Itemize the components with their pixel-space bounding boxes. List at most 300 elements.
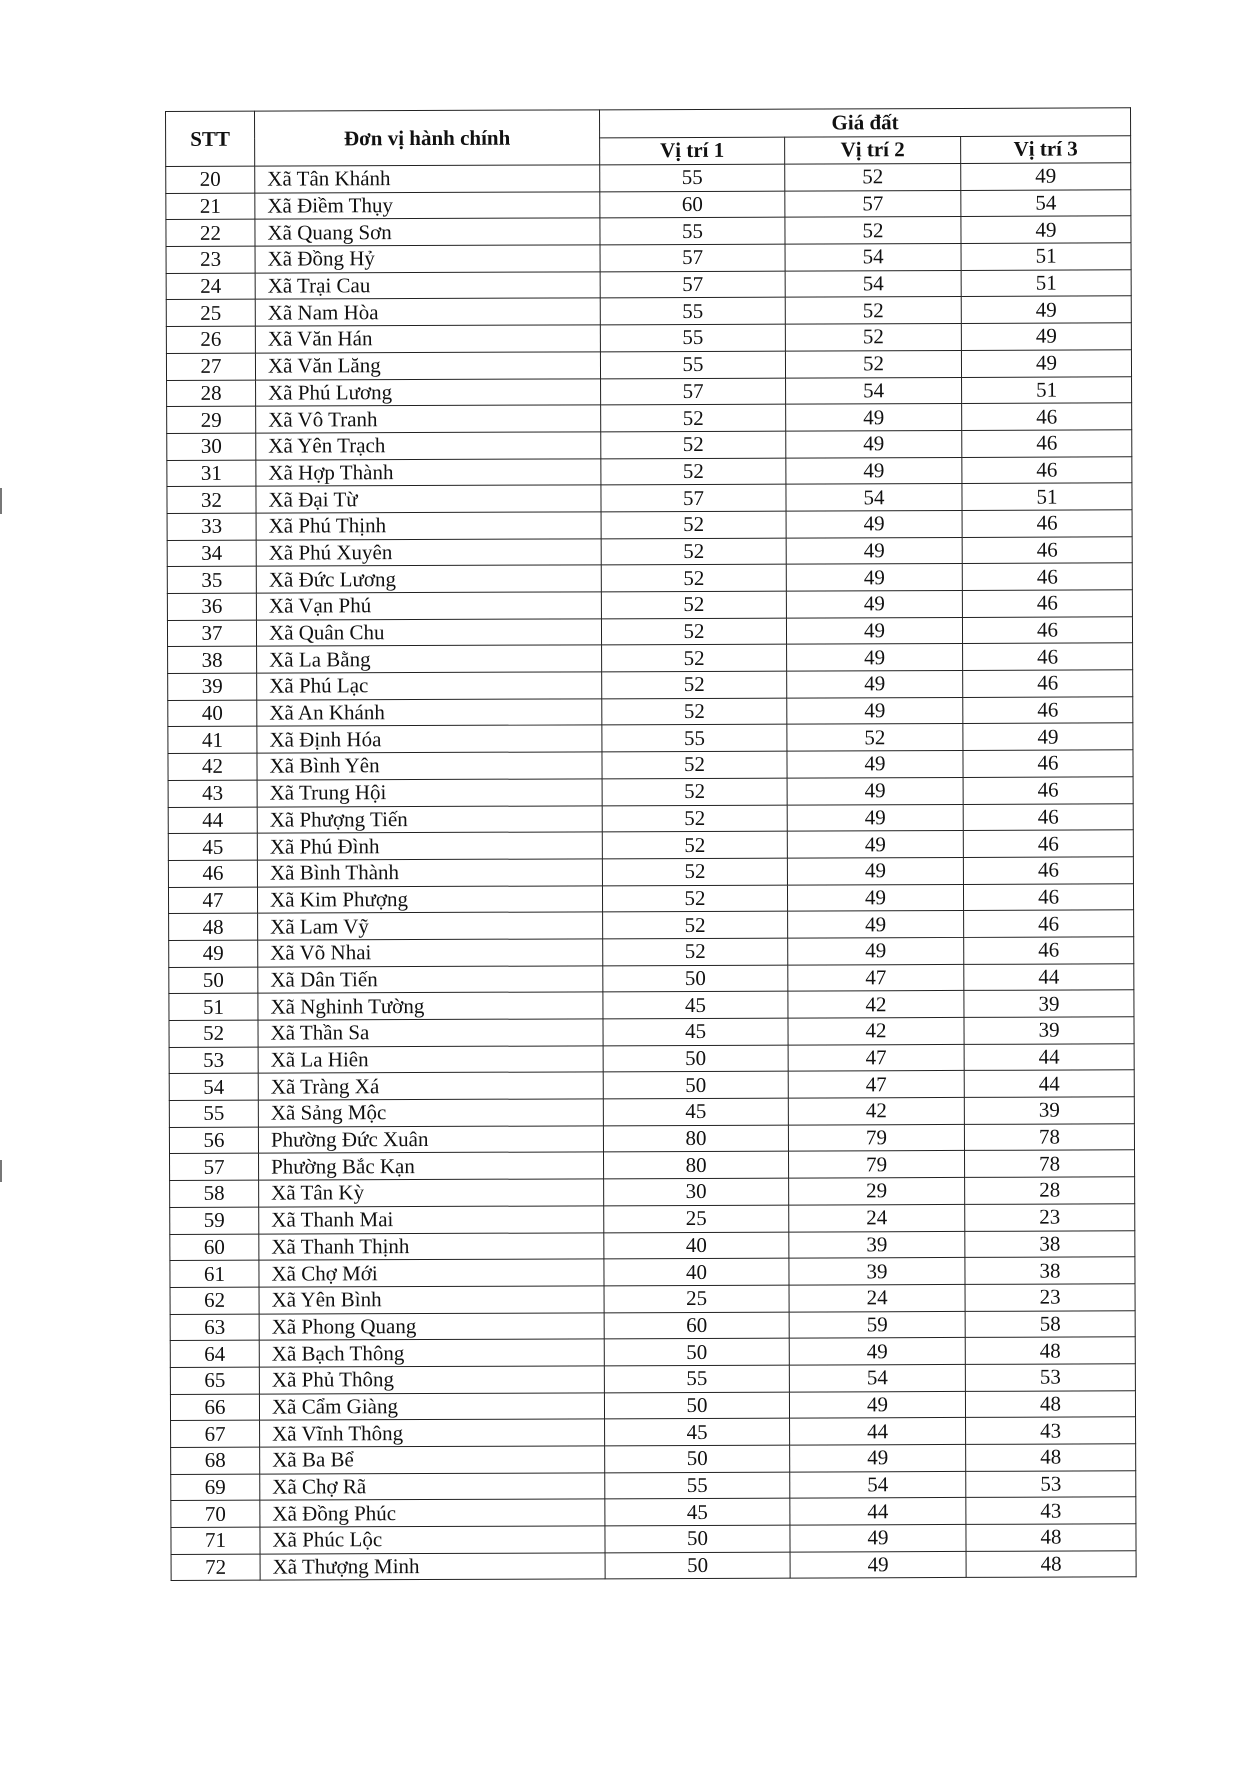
position-3-price-cell: 23 — [965, 1204, 1135, 1231]
table-row — [166, 350, 1131, 380]
position-3-price-cell: 46 — [964, 910, 1134, 937]
table-body — [166, 163, 1136, 1581]
table-row — [168, 857, 1133, 887]
position-2-price-cell: 52 — [785, 163, 961, 190]
position-3-price-cell: 46 — [963, 857, 1133, 884]
position-3-price-cell: 48 — [966, 1551, 1136, 1578]
table-row — [169, 910, 1134, 940]
position-3-price-cell: 53 — [965, 1364, 1135, 1391]
admin-unit-cell: Xã Nam Hòa — [255, 298, 600, 326]
table-row — [170, 1364, 1135, 1394]
stt-cell: 61 — [170, 1260, 259, 1287]
table-row — [168, 697, 1133, 727]
position-2-price-cell: 49 — [786, 564, 962, 591]
table-row — [170, 1310, 1135, 1340]
position-2-price-cell: 42 — [788, 991, 964, 1018]
position-1-price-cell: 55 — [600, 298, 785, 325]
position-1-price-cell: 45 — [603, 1018, 788, 1045]
position-1-price-cell: 30 — [604, 1178, 789, 1205]
table-row — [168, 670, 1133, 700]
position-3-price-cell: 49 — [963, 723, 1133, 750]
admin-unit-cell: Xã Điềm Thụy — [255, 192, 600, 220]
position-3-price-cell: 53 — [966, 1470, 1136, 1497]
table-row — [167, 403, 1132, 433]
header-row-top — [166, 108, 1131, 139]
position-1-price-cell: 52 — [601, 591, 786, 618]
position-2-price-cell: 54 — [790, 1471, 966, 1498]
table-row — [171, 1417, 1136, 1447]
admin-unit-cell: Xã Đồng Hỷ — [255, 245, 600, 273]
table-row — [168, 643, 1133, 673]
position-1-price-cell: 80 — [604, 1152, 789, 1179]
position-3-price-cell: 49 — [961, 163, 1131, 190]
position-1-price-cell: 52 — [602, 751, 787, 778]
admin-unit-cell: Xã Phượng Tiến — [257, 805, 602, 833]
position-3-price-cell: 46 — [963, 697, 1133, 724]
admin-unit-cell: Xã Thượng Minh — [260, 1553, 605, 1581]
position-3-price-cell: 46 — [962, 456, 1132, 483]
position-1-price-cell: 52 — [602, 858, 787, 885]
stt-cell: 21 — [166, 193, 255, 220]
stt-cell: 39 — [168, 673, 257, 700]
stt-cell: 68 — [171, 1447, 260, 1474]
table-row — [167, 590, 1132, 620]
stt-cell: 20 — [166, 166, 255, 193]
admin-unit-cell: Xã La Hiên — [258, 1046, 603, 1074]
table-row — [167, 430, 1132, 460]
position-3-price-cell: 46 — [963, 750, 1133, 777]
admin-unit-cell: Xã Bình Yên — [257, 752, 602, 780]
land-price-table — [165, 107, 1137, 1581]
position-1-price-cell: 50 — [603, 1071, 788, 1098]
header-admin-unit: Đơn vị hành chính — [255, 110, 600, 166]
scan-edge-mark-top — [0, 488, 2, 514]
table-row — [170, 1150, 1135, 1180]
position-1-price-cell: 50 — [605, 1552, 790, 1579]
stt-cell: 67 — [171, 1420, 260, 1447]
position-2-price-cell: 79 — [788, 1124, 964, 1151]
position-3-price-cell: 51 — [962, 483, 1132, 510]
admin-unit-cell: Xã Nghinh Tường — [258, 992, 603, 1020]
position-2-price-cell: 54 — [785, 270, 961, 297]
position-1-price-cell: 55 — [600, 217, 785, 244]
position-2-price-cell: 54 — [785, 244, 961, 271]
stt-cell: 33 — [167, 513, 256, 540]
position-1-price-cell: 55 — [600, 351, 785, 378]
stt-cell: 58 — [170, 1180, 259, 1207]
position-2-price-cell: 49 — [789, 1391, 965, 1418]
table-row — [167, 563, 1132, 593]
admin-unit-cell: Xã Hợp Thành — [256, 458, 601, 486]
position-2-price-cell: 49 — [788, 937, 964, 964]
header-land-price: Giá đất — [599, 108, 1130, 138]
position-1-price-cell: 55 — [600, 164, 785, 191]
table-row — [169, 1097, 1134, 1127]
admin-unit-cell: Xã Phú Lạc — [257, 672, 602, 700]
stt-cell: 47 — [168, 887, 257, 914]
position-2-price-cell: 49 — [786, 457, 962, 484]
stt-cell: 50 — [169, 967, 258, 994]
table-row — [168, 723, 1133, 753]
position-3-price-cell: 51 — [961, 270, 1131, 297]
position-2-price-cell: 52 — [785, 297, 961, 324]
stt-cell: 49 — [169, 940, 258, 967]
position-3-price-cell: 46 — [962, 403, 1132, 430]
position-3-price-cell: 23 — [965, 1284, 1135, 1311]
table-row — [167, 536, 1132, 566]
position-1-price-cell: 52 — [602, 831, 787, 858]
admin-unit-cell: Xã Trung Hội — [257, 779, 602, 807]
admin-unit-cell: Xã Bình Thành — [257, 859, 602, 887]
stt-cell: 31 — [167, 460, 256, 487]
position-3-price-cell: 46 — [963, 883, 1133, 910]
position-2-price-cell: 57 — [785, 190, 961, 217]
position-1-price-cell: 45 — [605, 1418, 790, 1445]
position-3-price-cell: 46 — [963, 643, 1133, 670]
position-1-price-cell: 52 — [602, 778, 787, 805]
position-3-price-cell: 46 — [963, 777, 1133, 804]
position-2-price-cell: 24 — [789, 1284, 965, 1311]
position-1-price-cell: 60 — [600, 191, 785, 218]
position-2-price-cell: 49 — [786, 510, 962, 537]
admin-unit-cell: Xã Dân Tiến — [258, 965, 603, 993]
position-2-price-cell: 49 — [787, 697, 963, 724]
position-1-price-cell: 25 — [604, 1285, 789, 1312]
table-header — [166, 108, 1131, 167]
position-1-price-cell: 50 — [604, 1392, 789, 1419]
table-row — [166, 216, 1131, 246]
stt-cell: 59 — [170, 1207, 259, 1234]
header-position-1: Vị trí 1 — [600, 137, 785, 165]
admin-unit-cell: Xã Thanh Mai — [259, 1206, 604, 1234]
position-3-price-cell: 46 — [962, 616, 1132, 643]
admin-unit-cell: Xã Lam Vỹ — [258, 912, 603, 940]
admin-unit-cell: Xã Tân Kỳ — [259, 1179, 604, 1207]
stt-cell: 30 — [167, 433, 256, 460]
position-2-price-cell: 49 — [787, 857, 963, 884]
position-1-price-cell: 45 — [603, 991, 788, 1018]
position-1-price-cell: 40 — [604, 1232, 789, 1259]
admin-unit-cell: Xã An Khánh — [257, 699, 602, 727]
admin-unit-cell: Xã Bạch Thông — [259, 1339, 604, 1367]
admin-unit-cell: Xã Thanh Thịnh — [259, 1232, 604, 1260]
position-1-price-cell: 52 — [603, 911, 788, 938]
position-2-price-cell: 39 — [789, 1258, 965, 1285]
position-3-price-cell: 49 — [961, 350, 1131, 377]
admin-unit-cell: Xã Định Hóa — [257, 725, 602, 753]
position-1-price-cell: 40 — [604, 1258, 789, 1285]
position-2-price-cell: 49 — [787, 671, 963, 698]
table-row — [168, 830, 1133, 860]
table-row — [171, 1470, 1136, 1500]
position-1-price-cell: 55 — [604, 1365, 789, 1392]
admin-unit-cell: Xã Tràng Xá — [258, 1072, 603, 1100]
position-1-price-cell: 52 — [602, 671, 787, 698]
admin-unit-cell: Xã Đồng Phúc — [260, 1499, 605, 1527]
position-2-price-cell: 52 — [785, 350, 961, 377]
table-row — [169, 1017, 1134, 1047]
position-3-price-cell: 46 — [963, 670, 1133, 697]
position-3-price-cell: 43 — [966, 1497, 1136, 1524]
position-3-price-cell: 48 — [966, 1524, 1136, 1551]
stt-cell: 69 — [171, 1474, 260, 1501]
table-row — [168, 777, 1133, 807]
position-1-price-cell: 52 — [602, 698, 787, 725]
stt-cell: 60 — [170, 1234, 259, 1261]
position-2-price-cell: 49 — [789, 1338, 965, 1365]
position-1-price-cell: 55 — [602, 725, 787, 752]
position-2-price-cell: 29 — [789, 1178, 965, 1205]
admin-unit-cell: Xã Chợ Mới — [259, 1259, 604, 1287]
position-1-price-cell: 50 — [604, 1338, 789, 1365]
position-2-price-cell: 44 — [790, 1498, 966, 1525]
admin-unit-cell: Xã Cẩm Giàng — [259, 1392, 604, 1420]
position-3-price-cell: 46 — [962, 536, 1132, 563]
stt-cell: 72 — [171, 1554, 260, 1581]
admin-unit-cell: Xã Yên Bình — [259, 1286, 604, 1314]
table-row — [171, 1497, 1136, 1527]
stt-cell: 34 — [167, 540, 256, 567]
admin-unit-cell: Xã Phú Xuyên — [256, 538, 601, 566]
position-2-price-cell: 52 — [785, 217, 961, 244]
admin-unit-cell: Xã Sảng Mộc — [258, 1099, 603, 1127]
stt-cell: 35 — [167, 566, 256, 593]
admin-unit-cell: Xã Võ Nhai — [258, 939, 603, 967]
table-row — [166, 243, 1131, 273]
position-2-price-cell: 79 — [789, 1151, 965, 1178]
position-3-price-cell: 48 — [965, 1390, 1135, 1417]
admin-unit-cell: Xã Văn Lăng — [255, 352, 600, 380]
position-2-price-cell: 49 — [787, 804, 963, 831]
position-1-price-cell: 45 — [603, 1098, 788, 1125]
position-1-price-cell: 52 — [602, 805, 787, 832]
position-1-price-cell: 52 — [601, 538, 786, 565]
position-1-price-cell: 25 — [604, 1205, 789, 1232]
position-3-price-cell: 78 — [964, 1150, 1134, 1177]
position-1-price-cell: 52 — [601, 404, 786, 431]
position-3-price-cell: 46 — [964, 937, 1134, 964]
position-1-price-cell: 52 — [602, 644, 787, 671]
header-position-2: Vị trí 2 — [785, 136, 961, 164]
stt-cell: 40 — [168, 700, 257, 727]
table-row — [169, 1043, 1134, 1073]
position-1-price-cell: 50 — [605, 1525, 790, 1552]
position-2-price-cell: 52 — [787, 724, 963, 751]
admin-unit-cell: Xã Trại Cau — [255, 272, 600, 300]
table-row — [166, 296, 1131, 326]
position-1-price-cell: 52 — [601, 618, 786, 645]
position-3-price-cell: 38 — [965, 1230, 1135, 1257]
position-3-price-cell: 48 — [966, 1444, 1136, 1471]
position-1-price-cell: 52 — [601, 458, 786, 485]
stt-cell: 26 — [166, 326, 255, 353]
position-2-price-cell: 49 — [790, 1524, 966, 1551]
admin-unit-cell: Xã Quân Chu — [256, 619, 601, 647]
position-1-price-cell: 57 — [600, 244, 785, 271]
stt-cell: 66 — [170, 1394, 259, 1421]
stt-cell: 70 — [171, 1501, 260, 1528]
admin-unit-cell: Xã Văn Hán — [255, 325, 600, 353]
stt-cell: 56 — [169, 1127, 258, 1154]
position-2-price-cell: 49 — [786, 430, 962, 457]
admin-unit-cell: Xã Ba Bể — [260, 1446, 605, 1474]
position-3-price-cell: 78 — [964, 1124, 1134, 1151]
position-3-price-cell: 46 — [962, 510, 1132, 537]
stt-cell: 51 — [169, 993, 258, 1020]
header-stt: STT — [166, 111, 255, 166]
position-2-price-cell: 49 — [790, 1551, 966, 1578]
stt-cell: 37 — [167, 620, 256, 647]
position-2-price-cell: 54 — [786, 377, 962, 404]
position-3-price-cell: 54 — [961, 189, 1131, 216]
position-1-price-cell: 52 — [601, 511, 786, 538]
position-1-price-cell: 52 — [603, 938, 788, 965]
position-3-price-cell: 49 — [961, 216, 1131, 243]
stt-cell: 32 — [167, 486, 256, 513]
admin-unit-cell: Xã Chợ Rã — [260, 1473, 605, 1501]
table-row — [168, 883, 1133, 913]
position-3-price-cell: 46 — [962, 430, 1132, 457]
position-3-price-cell: 46 — [963, 803, 1133, 830]
position-3-price-cell: 39 — [964, 1017, 1134, 1044]
stt-cell: 64 — [170, 1340, 259, 1367]
admin-unit-cell: Xã Vạn Phú — [256, 592, 601, 620]
position-2-price-cell: 49 — [788, 911, 964, 938]
position-3-price-cell: 48 — [965, 1337, 1135, 1364]
admin-unit-cell: Xã Kim Phượng — [257, 885, 602, 913]
stt-cell: 55 — [169, 1100, 258, 1127]
admin-unit-cell: Xã Tân Khánh — [255, 165, 600, 193]
position-2-price-cell: 42 — [788, 1017, 964, 1044]
position-2-price-cell: 24 — [789, 1204, 965, 1231]
table-row — [171, 1551, 1136, 1581]
position-3-price-cell: 28 — [965, 1177, 1135, 1204]
position-3-price-cell: 43 — [966, 1417, 1136, 1444]
admin-unit-cell: Xã Vĩnh Thông — [260, 1419, 605, 1447]
position-2-price-cell: 59 — [789, 1311, 965, 1338]
admin-unit-cell: Xã Phú Thịnh — [256, 512, 601, 540]
stt-cell: 36 — [167, 593, 256, 620]
admin-unit-cell: Xã La Bằng — [257, 645, 602, 673]
position-2-price-cell: 49 — [787, 777, 963, 804]
stt-cell: 28 — [167, 380, 256, 407]
stt-cell: 42 — [168, 753, 257, 780]
position-2-price-cell: 49 — [786, 590, 962, 617]
position-1-price-cell: 50 — [603, 1045, 788, 1072]
header-position-3: Vị trí 3 — [961, 135, 1131, 163]
stt-cell: 52 — [169, 1020, 258, 1047]
stt-cell: 45 — [168, 833, 257, 860]
admin-unit-cell: Xã Quang Sơn — [255, 218, 600, 246]
position-2-price-cell: 47 — [788, 964, 964, 991]
position-3-price-cell: 46 — [963, 830, 1133, 857]
position-2-price-cell: 49 — [790, 1444, 966, 1471]
position-2-price-cell: 54 — [786, 484, 962, 511]
scan-edge-mark-bottom — [0, 1160, 2, 1182]
position-1-price-cell: 52 — [602, 885, 787, 912]
position-3-price-cell: 51 — [961, 243, 1131, 270]
position-3-price-cell: 39 — [964, 990, 1134, 1017]
position-2-price-cell: 39 — [789, 1231, 965, 1258]
table-row — [170, 1257, 1135, 1287]
position-1-price-cell: 55 — [605, 1472, 790, 1499]
table-row — [169, 1124, 1134, 1154]
position-1-price-cell: 60 — [604, 1312, 789, 1339]
stt-cell: 27 — [166, 353, 255, 380]
table-row — [166, 163, 1131, 193]
table-row — [169, 990, 1134, 1020]
table-row — [166, 323, 1131, 353]
position-1-price-cell: 50 — [605, 1445, 790, 1472]
position-2-price-cell: 49 — [787, 884, 963, 911]
stt-cell: 24 — [166, 273, 255, 300]
table-row — [166, 270, 1131, 300]
admin-unit-cell: Xã Vô Tranh — [256, 405, 601, 433]
position-3-price-cell: 38 — [965, 1257, 1135, 1284]
admin-unit-cell: Xã Đại Từ — [256, 485, 601, 513]
table-row — [170, 1337, 1135, 1367]
stt-cell: 22 — [166, 220, 255, 247]
position-3-price-cell: 51 — [962, 376, 1132, 403]
admin-unit-cell: Xã Phú Lương — [256, 378, 601, 406]
admin-unit-cell: Xã Phúc Lộc — [260, 1526, 605, 1554]
table-row — [167, 376, 1132, 406]
position-2-price-cell: 49 — [786, 617, 962, 644]
position-2-price-cell: 47 — [788, 1071, 964, 1098]
position-3-price-cell: 58 — [965, 1310, 1135, 1337]
table-row — [171, 1524, 1136, 1554]
position-2-price-cell: 54 — [789, 1364, 965, 1391]
position-2-price-cell: 42 — [788, 1098, 964, 1125]
table-row — [169, 963, 1134, 993]
table-row — [168, 803, 1133, 833]
stt-cell: 43 — [168, 780, 257, 807]
admin-unit-cell: Xã Phú Đình — [257, 832, 602, 860]
stt-cell: 53 — [169, 1047, 258, 1074]
position-2-price-cell: 49 — [787, 644, 963, 671]
position-1-price-cell: 55 — [600, 324, 785, 351]
table-row — [167, 456, 1132, 486]
position-3-price-cell: 49 — [961, 323, 1131, 350]
admin-unit-cell: Xã Thần Sa — [258, 1019, 603, 1047]
position-3-price-cell: 46 — [962, 590, 1132, 617]
table-row — [170, 1230, 1135, 1260]
position-3-price-cell: 44 — [964, 1070, 1134, 1097]
stt-cell: 65 — [170, 1367, 259, 1394]
admin-unit-cell: Xã Yên Trạch — [256, 432, 601, 460]
stt-cell: 71 — [171, 1527, 260, 1554]
position-1-price-cell: 57 — [600, 271, 785, 298]
admin-unit-cell: Xã Phong Quang — [259, 1312, 604, 1340]
stt-cell: 57 — [170, 1154, 259, 1181]
position-1-price-cell: 57 — [601, 378, 786, 405]
table-row — [170, 1204, 1135, 1234]
table-row — [168, 750, 1133, 780]
position-1-price-cell: 57 — [601, 484, 786, 511]
table-row — [170, 1284, 1135, 1314]
position-2-price-cell: 49 — [786, 404, 962, 431]
stt-cell: 23 — [166, 246, 255, 273]
stt-cell: 41 — [168, 727, 257, 754]
table-row — [170, 1390, 1135, 1420]
table-row — [171, 1444, 1136, 1474]
position-1-price-cell: 50 — [603, 965, 788, 992]
position-1-price-cell: 80 — [603, 1125, 788, 1152]
position-1-price-cell: 52 — [601, 431, 786, 458]
stt-cell: 46 — [168, 860, 257, 887]
stt-cell: 29 — [167, 406, 256, 433]
position-2-price-cell: 52 — [785, 324, 961, 351]
